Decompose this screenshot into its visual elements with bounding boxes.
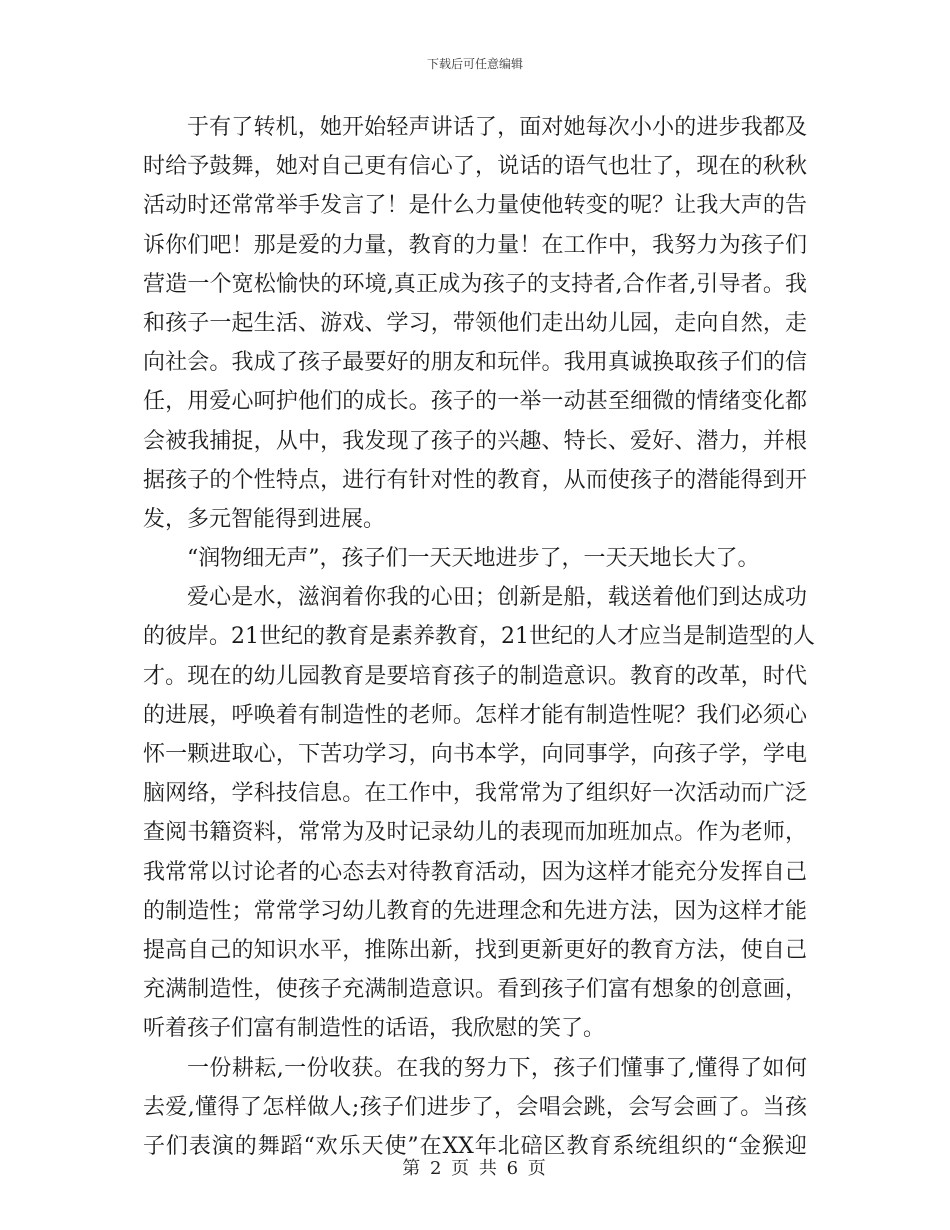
text-line: 和孩子一起生活、游戏、学习，带领他们走出幼儿园，走向自然，走 [143,310,807,336]
text-line: 的制造性；常常学习幼儿教育的先进理念和先进方法，因为这样才能 [143,898,807,924]
page-number-footer: 第 2 页 共 6 页 [402,1158,548,1179]
text-line: 任，用爱心呵护他们的成长。孩子的一举一动甚至细微的情绪变化都 [143,389,807,415]
text-line: 提高自己的知识水平，推陈出新，找到更新更好的教育方法，使自己 [143,937,807,963]
text-line: 充满制造性，使孩子充满制造意识。看到孩子们富有想象的创意画， [143,977,807,1003]
text-line: 查阅书籍资料，常常为及时记录幼儿的表现而加班加点。作为老师， [143,820,807,846]
text-line: 子们表演的舞蹈“欢乐天使”在XX年北碚区教育系统组织的“金猴迎 [143,1133,807,1159]
document-body [143,108,815,1166]
text-line: 听着孩子们富有制造性的话语，我欣慰的笑了。 [143,1016,606,1042]
text-line: 怀一颗进取心，下苦功学习，向书本学，向同事学，向孩子学，学电 [143,742,807,767]
text-line: 向社会。我成了孩子最要好的朋友和玩伴。我用真诚换取孩子们的信 [143,350,807,376]
text-line: 于有了转机，她开始轻声讲话了，面对她每次小小的进步我都及 [187,115,807,140]
text-line: 诉你们吧！那是爱的力量，教育的力量！在工作中，我努力为孩子们 [143,232,807,258]
text-line: 营造一个宽松愉快的环境,真正成为孩子的支持者,合作者,引导者。我 [143,271,807,297]
text-line: 爱心是水，滋润着你我的心田；创新是船，载送着他们到达成功 [187,585,807,611]
text-line: 的彼岸。21世纪的教育是素养教育，21世纪的人才应当是制造型的人 [143,624,815,650]
text-line: 活动时还常常举手发言了！是什么力量使他转变的呢？让我大声的告 [143,193,807,219]
text-line: 会被我捕捉，从中，我发现了孩子的兴趣、特长、爱好、潜力，并根 [143,428,807,454]
text-line: 一份耕耘,一份收获。在我的努力下，孩子们懂事了,懂得了如何 [187,1055,807,1081]
text-line: 的进展，呼唤着有制造性的老师。怎样才能有制造性呢？我们必须心 [143,702,807,728]
page-header: 下载后可任意编辑 [426,57,523,71]
text-line: 脑网络，学科技信息。在工作中，我常常为了组织好一次活动而广泛 [143,781,807,807]
text-line: 才。现在的幼儿园教育是要培育孩子的制造意识。教育的改革，时代 [143,663,807,689]
text-line: 据孩子的个性特点，进行有针对性的教育，从而使孩子的潜能得到开 [143,467,807,493]
text-line: 我常常以讨论者的心态去对待教育活动，因为这样才能充分发挥自己 [143,859,807,885]
text-line: 发，多元智能得到进展。 [143,506,386,532]
text-line: 时给予鼓舞，她对自己更有信心了，说话的语气也壮了，现在的秋秋 [143,154,807,180]
text-line: “润物细无声”，孩子们一天天地进步了，一天天地长大了。 [187,546,760,572]
text-line: 去爱,懂得了怎样做人;孩子们进步了，会唱会跳，会写会画了。当孩 [143,1094,807,1120]
